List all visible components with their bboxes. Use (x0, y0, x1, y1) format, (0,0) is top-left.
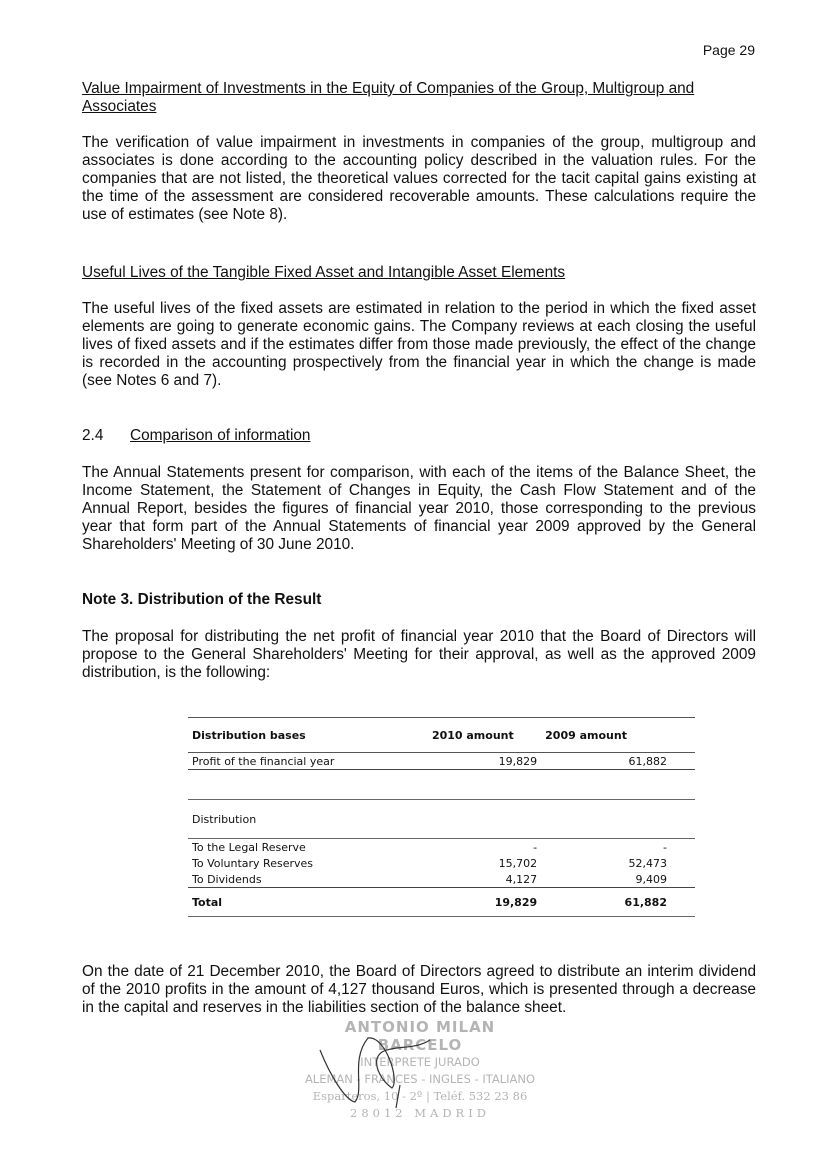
impairment-heading: Value Impairment of Investments in the Equity of Companies of the Group, Multigroup and Associates (82, 80, 695, 115)
stamp-languages: ALEMAN - FRANCES - INGLES - ITALIANO (304, 1072, 536, 1086)
distribution-table (188, 717, 695, 917)
stamp-title: INTERPRETE JURADO (360, 1055, 480, 1069)
section-number: 2.4 (82, 427, 104, 444)
comparison-body: The Annual Statements present for comparison, with each of the items of the Balance Sheet, the Income Statement, the Statement of Changes in Equity, the Cash Flow Statement and of the Annual Report, besides the figures of financial year 2010, those corresponding to the previous year that form part of the Annual Statements of financial year 2009 approved by the General Shareholders' Meeting of 30 June 2010. (82, 464, 756, 553)
value-2009: 61,882 (628, 754, 667, 768)
value-2009: 9,409 (635, 872, 667, 886)
total-label: Total (192, 895, 223, 909)
note3-intro: The proposal for distributing the net profit of financial year 2010 that the Board of Directors will propose to the General Shareholders' Meeting for their approval, as well as the approved 2009 distribution, is the following: (82, 628, 756, 681)
row-label: Profit of the financial year (192, 754, 335, 768)
comparison-section (82, 427, 756, 554)
note3-closing: On the date of 21 December 2010, the Board of Directors agreed to distribute an interim dividend of the 2010 profits in the amount of 4,127 thousand Euros, which is presented through a decrease in the capital and reserves in the liabilities section of the balance sheet. (82, 963, 756, 1016)
impairment-section (82, 80, 756, 224)
useful-lives-body: The useful lives of the fixed assets are estimated in relation to the period in which the fixed asset elements are going to generate economic gains. The Company reviews at each closing the useful lives of fixed assets and if the estimates differ from those made previously, the effect of the change is recorded in the accounting prospectively from the financial year in which the change is made (see Notes 6 and 7). (82, 300, 756, 389)
stamp-address: Esparteros, 10 - 2º | Teléf. 532 23 86 (312, 1089, 528, 1103)
page-number: Page 29 (702, 42, 755, 58)
row-label: To the Legal Reserve (192, 840, 306, 854)
value-2010: 15,702 (498, 856, 538, 870)
note3-heading: Note 3. Distribution of the Result (82, 591, 322, 608)
value-2009: 52,473 (628, 856, 667, 870)
value-2009: - (663, 840, 667, 854)
row-label: To Voluntary Reserves (192, 856, 314, 870)
distribution-label: Distribution (192, 812, 257, 826)
impairment-body: The verification of value impairment in investments in companies of the group, multigroup and associates is done according to the accounting policy described in the valuation rules. For the companies that are not listed, the theoretical values corrected for the tacit capital gains existing at the time of the assessment are considered recoverable amounts. These calculations require the use of estimates (see Note 8). (82, 134, 756, 223)
table-header-row (188, 718, 695, 753)
table-row (188, 871, 695, 888)
header-2009-amount: 2009 amount (545, 728, 627, 742)
header-distribution-bases: Distribution bases (192, 728, 306, 742)
stamp-name: ANTONIO MILAN BARCELO (344, 1018, 496, 1054)
total-2009: 61,882 (624, 895, 667, 909)
value-2010: - (533, 840, 538, 854)
stamp-city: 28012 MADRID (350, 1106, 490, 1120)
useful-lives-section (82, 264, 756, 390)
table-row (188, 753, 695, 770)
header-2010-amount: 2010 amount (431, 728, 514, 742)
useful-lives-heading: Useful Lives of the Tangible Fixed Asset and Intangible Asset Elements (82, 264, 566, 281)
row-label: To Dividends (192, 872, 262, 886)
signature-icon (310, 1030, 450, 1110)
value-2010: 4,127 (505, 872, 538, 886)
value-2010: 19,829 (498, 754, 538, 768)
comparison-heading (82, 427, 756, 445)
distribution-label-row (188, 800, 695, 839)
total-2010: 19,829 (494, 895, 538, 909)
table-total-row (188, 888, 695, 917)
table-row (188, 839, 695, 856)
comparison-title: Comparison of information (130, 427, 311, 444)
table-row (188, 855, 695, 871)
